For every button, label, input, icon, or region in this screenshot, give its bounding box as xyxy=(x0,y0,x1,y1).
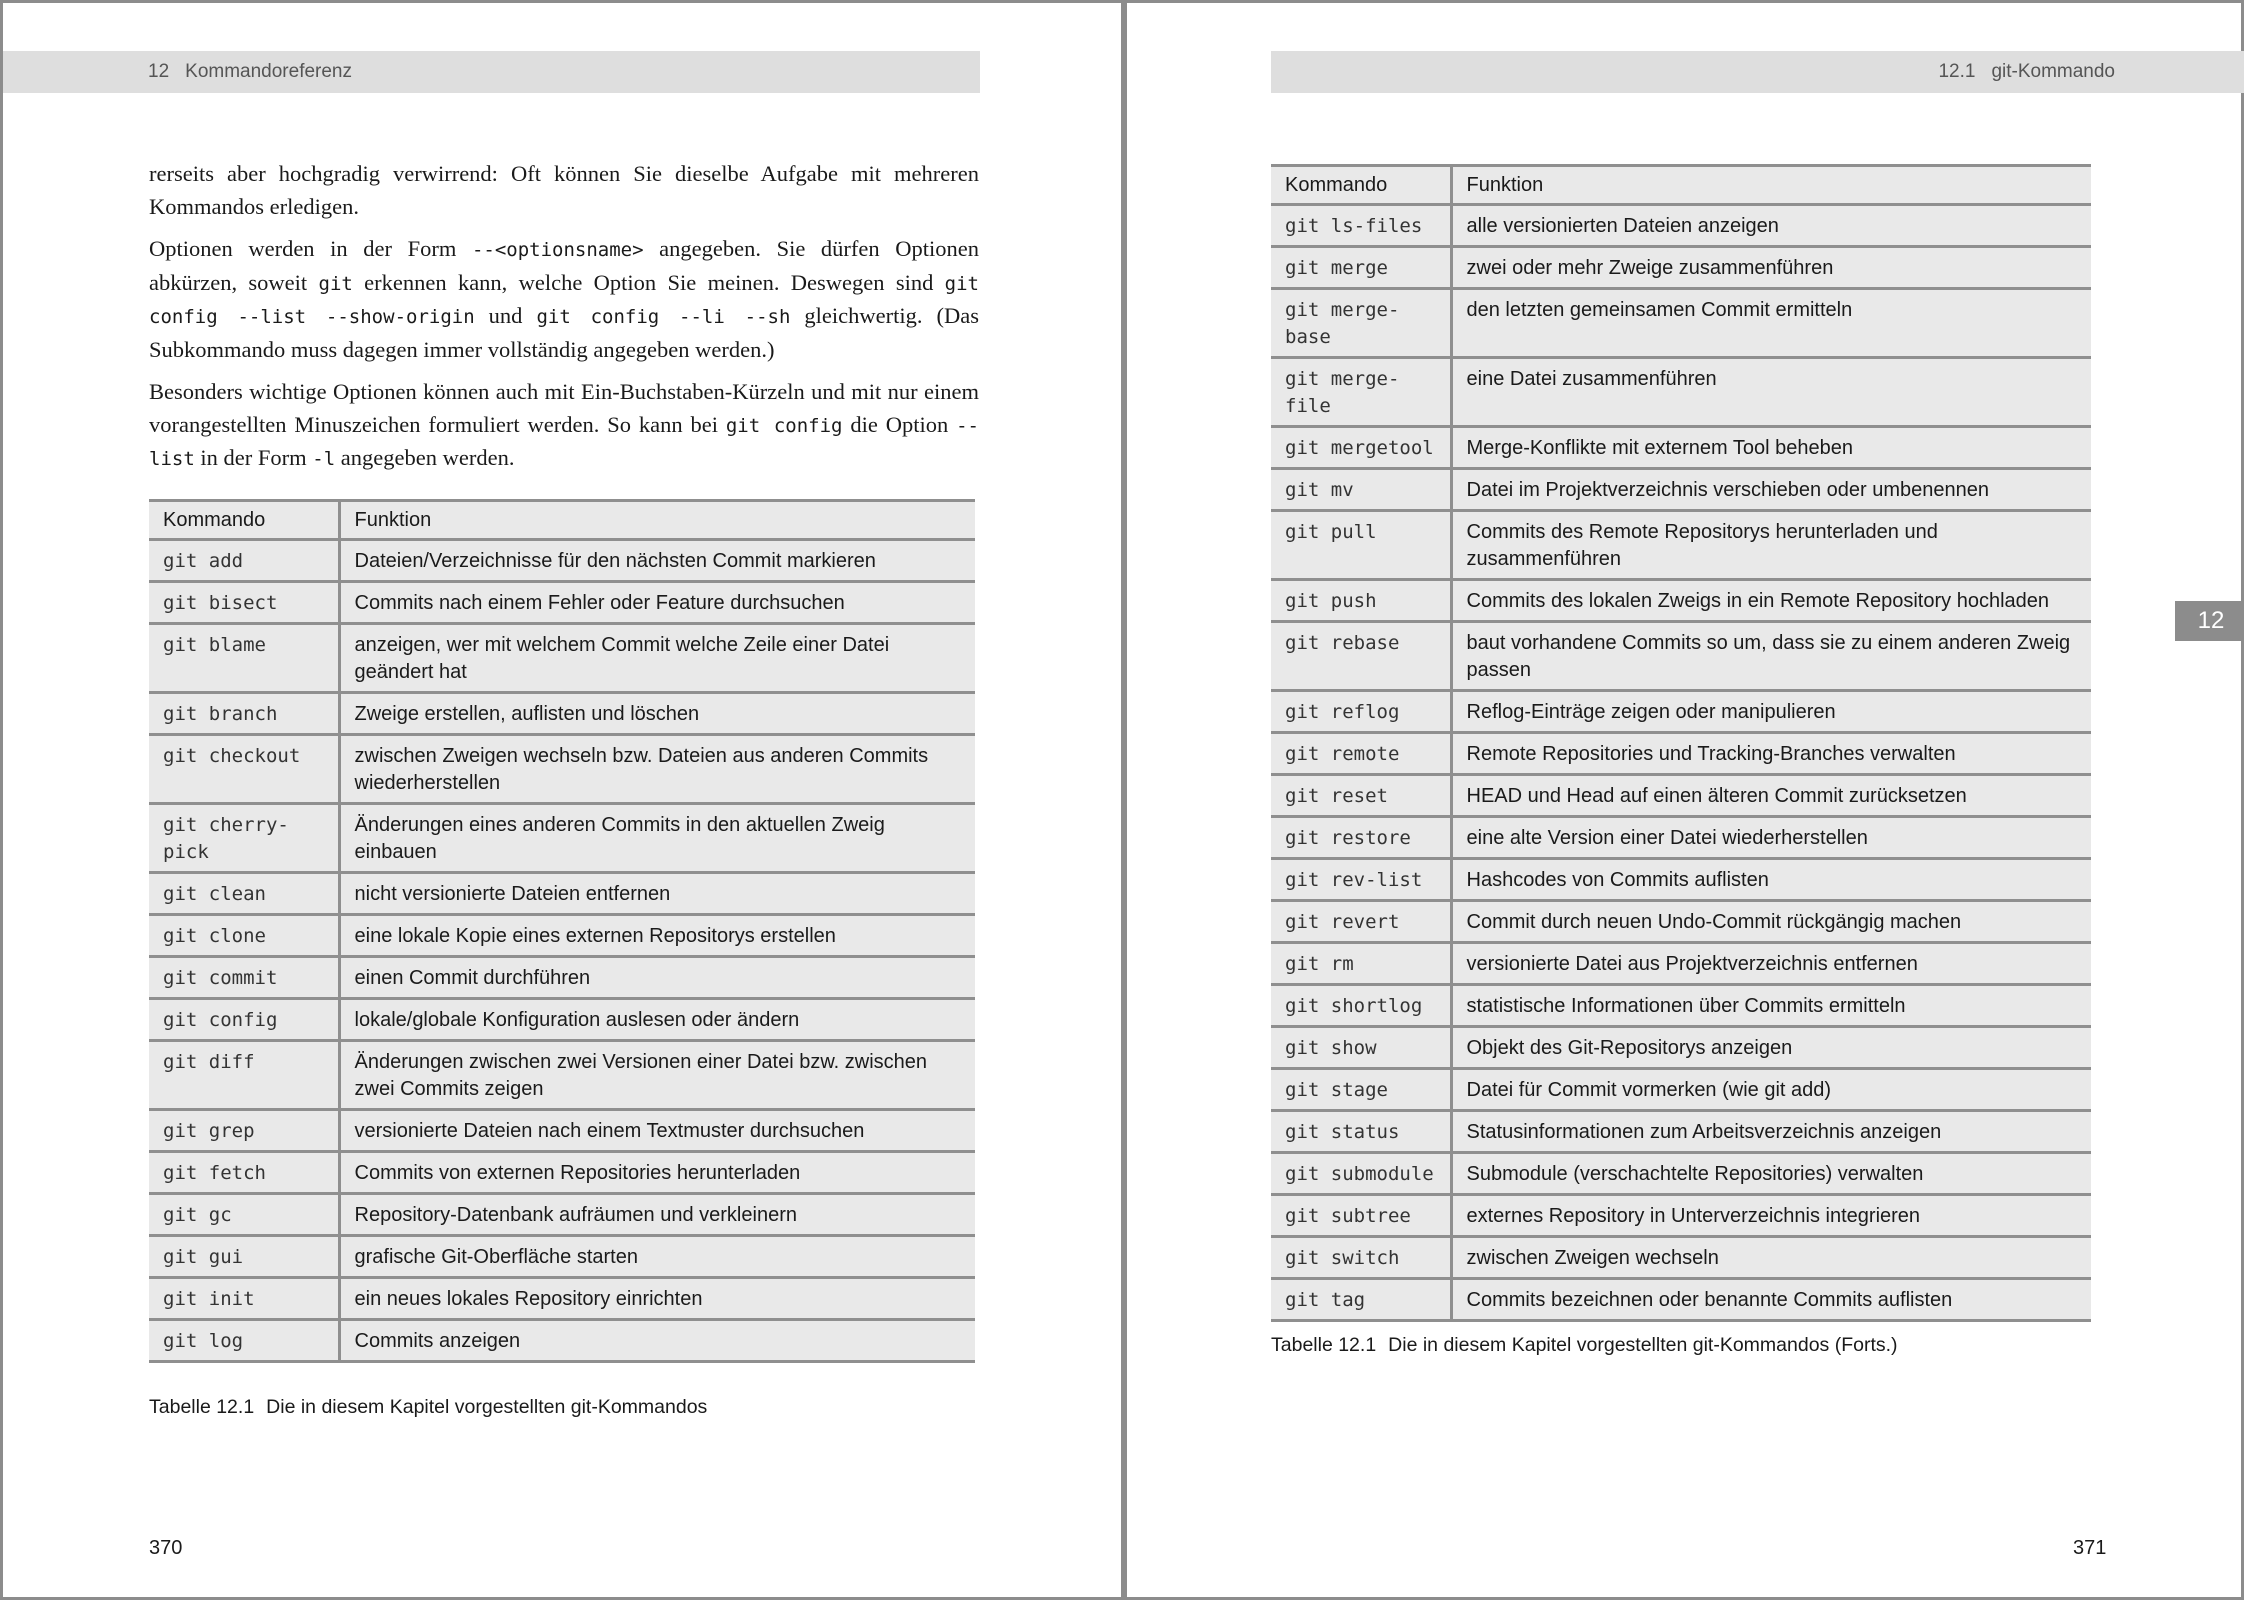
inline-code: git config --list --show-origin xyxy=(149,272,979,328)
command-cell: git grep xyxy=(149,1110,339,1152)
table-header-row xyxy=(1271,166,2091,205)
table-row xyxy=(149,624,975,693)
function-cell: zwei oder mehr Zweige zusammenführen xyxy=(1451,247,2091,289)
table-row xyxy=(149,1278,975,1320)
command-cell: git log xyxy=(149,1320,339,1362)
function-cell: statistische Informationen über Commits ermitteln xyxy=(1451,985,2091,1027)
table-row xyxy=(149,957,975,999)
chapter-thumb-tab: 12 xyxy=(2175,601,2244,641)
column-header-funktion: Funktion xyxy=(1451,166,2091,205)
text-run: in der Form xyxy=(194,445,313,470)
table-row xyxy=(149,540,975,582)
function-cell: Dateien/Verzeichnisse für den nächsten Commit markieren xyxy=(339,540,975,582)
function-cell: Merge-Konflikte mit externem Tool beheben xyxy=(1451,427,2091,469)
table-row xyxy=(149,1110,975,1152)
command-cell: git merge-base xyxy=(1271,289,1451,358)
text-run: gleichwertig. (Das Subkommando muss dagegen immer vollständig angegeben werden.) xyxy=(149,303,980,362)
table-row xyxy=(1271,817,2091,859)
function-cell: eine Datei zusammenführen xyxy=(1451,358,2091,427)
function-cell: versionierte Dateien nach einem Textmuster durchsuchen xyxy=(339,1110,975,1152)
function-cell: den letzten gemeinsamen Commit ermitteln xyxy=(1451,289,2091,358)
command-cell: git diff xyxy=(149,1041,339,1110)
command-cell: git rev-list xyxy=(1271,859,1451,901)
text-run: die Option xyxy=(842,411,957,437)
command-table-left xyxy=(149,499,975,1363)
table-row xyxy=(1271,289,2091,358)
table-row xyxy=(149,999,975,1041)
function-cell: eine lokale Kopie eines externen Repositorys erstellen xyxy=(339,915,975,957)
command-cell: git reflog xyxy=(1271,691,1451,733)
inline-code: --<optionsname> xyxy=(471,239,644,261)
command-cell: git pull xyxy=(1271,511,1451,580)
function-cell: Submodule (verschachtelte Repositories) verwalten xyxy=(1451,1153,2091,1195)
table-row xyxy=(1271,358,2091,427)
command-cell: git checkout xyxy=(149,735,339,804)
command-cell: git rebase xyxy=(1271,622,1451,691)
caption-label: Tabelle 12.1 xyxy=(1271,1334,1377,1356)
command-cell: git status xyxy=(1271,1111,1451,1153)
command-cell: git restore xyxy=(1271,817,1451,859)
function-cell: alle versionierten Dateien anzeigen xyxy=(1451,205,2091,247)
page-number-left: 370 xyxy=(149,1537,183,1559)
table-row xyxy=(1271,985,2091,1027)
function-cell: Commit durch neuen Undo-Commit rückgängig machen xyxy=(1451,901,2091,943)
inline-code: git xyxy=(318,272,353,295)
table-row xyxy=(149,1152,975,1194)
function-cell: Remote Repositories und Tracking-Branches verwalten xyxy=(1451,733,2091,775)
command-cell: git mv xyxy=(1271,469,1451,511)
function-cell: Commits bezeichnen oder benannte Commits auflisten xyxy=(1451,1279,2091,1321)
text-run: Besonders wichtige Optionen können auch mit Ein-Buchstaben-Kürzeln und mit nur einem vorangestellten Minuszeichen formuliert werden. So kann bei xyxy=(149,379,979,437)
table-row xyxy=(1271,733,2091,775)
table-row xyxy=(149,1320,975,1362)
function-cell: HEAD und Head auf einen älteren Commit zurücksetzen xyxy=(1451,775,2091,817)
text-run: rerseits aber hochgradig verwirrend: Oft können Sie dieselbe Aufgabe mit mehreren Kommandos erledigen. xyxy=(149,161,979,219)
command-cell: git switch xyxy=(1271,1237,1451,1279)
table-row xyxy=(1271,943,2091,985)
page-number-right: 371 xyxy=(2073,1537,2107,1559)
text-run: angegeben werden. xyxy=(335,445,515,470)
inline-code: git config xyxy=(725,414,843,437)
function-cell: Änderungen zwischen zwei Versionen einer Datei bzw. zwischen zwei Commits zeigen xyxy=(339,1041,975,1110)
table-row xyxy=(1271,901,2091,943)
function-cell: Repository-Datenbank aufräumen und verkleinern xyxy=(339,1194,975,1236)
function-cell: Objekt des Git-Repositorys anzeigen xyxy=(1451,1027,2091,1069)
table-row xyxy=(1271,1237,2091,1279)
command-cell: git add xyxy=(149,540,339,582)
table-row xyxy=(149,735,975,804)
table-row xyxy=(1271,205,2091,247)
command-cell: git fetch xyxy=(149,1152,339,1194)
command-cell: git branch xyxy=(149,693,339,735)
command-cell: git push xyxy=(1271,580,1451,622)
text-run: und xyxy=(474,303,537,328)
command-cell: git merge xyxy=(1271,247,1451,289)
table-row xyxy=(1271,1069,2091,1111)
function-cell: Commits des lokalen Zweigs in ein Remote Repository hochladen xyxy=(1451,580,2091,622)
table-caption-left xyxy=(149,1396,707,1419)
function-cell: Zweige erstellen, auflisten und löschen xyxy=(339,693,975,735)
command-cell: git stage xyxy=(1271,1069,1451,1111)
function-cell: nicht versionierte Dateien entfernen xyxy=(339,873,975,915)
command-cell: git mergetool xyxy=(1271,427,1451,469)
table-row xyxy=(1271,247,2091,289)
table-row xyxy=(1271,622,2091,691)
text-run: erkennen kann, welche Option Sie meinen. Deswegen sind xyxy=(352,269,945,295)
command-cell: git clone xyxy=(149,915,339,957)
table-row xyxy=(1271,1153,2091,1195)
inline-code: --list xyxy=(149,414,979,470)
column-header-kommando: Kommando xyxy=(149,501,339,540)
command-cell: git remote xyxy=(1271,733,1451,775)
function-cell: Statusinformationen zum Arbeitsverzeichnis anzeigen xyxy=(1451,1111,2091,1153)
function-cell: anzeigen, wer mit welchem Commit welche Zeile einer Datei geändert hat xyxy=(339,624,975,693)
caption-label: Tabelle 12.1 xyxy=(149,1396,255,1418)
table-row xyxy=(1271,775,2091,817)
function-cell: Hashcodes von Commits auflisten xyxy=(1451,859,2091,901)
table-row xyxy=(1271,1279,2091,1321)
table-row xyxy=(149,804,975,873)
column-header-funktion: Funktion xyxy=(339,501,975,540)
function-cell: Commits von externen Repositories herunterladen xyxy=(339,1152,975,1194)
body-text xyxy=(149,158,979,486)
function-cell: baut vorhandene Commits so um, dass sie zu einem anderen Zweig passen xyxy=(1451,622,2091,691)
table-row xyxy=(149,1236,975,1278)
caption-text: Die in diesem Kapitel vorgestellten git-Kommandos (Forts.) xyxy=(1388,1334,1898,1356)
function-cell: Änderungen eines anderen Commits in den aktuellen Zweig einbauen xyxy=(339,804,975,873)
caption-text: Die in diesem Kapitel vorgestellten git-Kommandos xyxy=(266,1396,708,1418)
function-cell: eine alte Version einer Datei wiederherstellen xyxy=(1451,817,2091,859)
function-cell: lokale/globale Konfiguration auslesen oder ändern xyxy=(339,999,975,1041)
command-cell: git init xyxy=(149,1278,339,1320)
command-cell: git ls-files xyxy=(1271,205,1451,247)
inline-code: git config --li --sh xyxy=(536,306,791,328)
table-row xyxy=(1271,1195,2091,1237)
table-row xyxy=(1271,1027,2091,1069)
table-row xyxy=(1271,691,2091,733)
table-row xyxy=(149,693,975,735)
table-row xyxy=(149,915,975,957)
table-row xyxy=(1271,859,2091,901)
function-cell: Commits des Remote Repositorys herunterladen und zusammenführen xyxy=(1451,511,2091,580)
function-cell: externes Repository in Unterverzeichnis integrieren xyxy=(1451,1195,2091,1237)
command-cell: git show xyxy=(1271,1027,1451,1069)
function-cell: versionierte Datei aus Projektverzeichnis entfernen xyxy=(1451,943,2091,985)
text-run: Optionen werden in der Form xyxy=(149,236,472,261)
function-cell: Commits nach einem Fehler oder Feature durchsuchen xyxy=(339,582,975,624)
paragraph xyxy=(149,158,979,223)
text-run: angegeben. Sie dürfen Optionen abkürzen, soweit xyxy=(149,236,979,295)
table-row xyxy=(1271,511,2091,580)
command-cell: git shortlog xyxy=(1271,985,1451,1027)
left-page xyxy=(3,3,1121,1600)
command-table-right xyxy=(1271,164,2091,1322)
function-cell: zwischen Zweigen wechseln bzw. Dateien aus anderen Commits wiederherstellen xyxy=(339,735,975,804)
chapter-title: Kommandoreferenz xyxy=(185,61,353,82)
command-cell: git commit xyxy=(149,957,339,999)
command-cell: git config xyxy=(149,999,339,1041)
table-row xyxy=(149,582,975,624)
command-cell: git gc xyxy=(149,1194,339,1236)
command-cell: git cherry-pick xyxy=(149,804,339,873)
paragraph xyxy=(149,376,979,476)
function-cell: Datei für Commit vormerken (wie git add) xyxy=(1451,1069,2091,1111)
command-cell: git rm xyxy=(1271,943,1451,985)
paragraph xyxy=(149,233,979,366)
command-cell: git subtree xyxy=(1271,1195,1451,1237)
command-cell: git submodule xyxy=(1271,1153,1451,1195)
command-cell: git merge-file xyxy=(1271,358,1451,427)
column-header-kommando: Kommando xyxy=(1271,166,1451,205)
command-cell: git tag xyxy=(1271,1279,1451,1321)
table-row xyxy=(149,1041,975,1110)
function-cell: einen Commit durchführen xyxy=(339,957,975,999)
command-cell: git blame xyxy=(149,624,339,693)
function-cell: zwischen Zweigen wechseln xyxy=(1451,1237,2091,1279)
command-cell: git clean xyxy=(149,873,339,915)
table-header-row xyxy=(149,501,975,540)
table-caption-right xyxy=(1271,1334,1898,1357)
table-row xyxy=(1271,469,2091,511)
section-number: 12.1 xyxy=(1938,61,1976,82)
command-cell: git gui xyxy=(149,1236,339,1278)
running-header-right xyxy=(1271,51,2244,93)
table-row xyxy=(1271,580,2091,622)
table-row xyxy=(1271,427,2091,469)
command-cell: git bisect xyxy=(149,582,339,624)
inline-code: -l xyxy=(312,448,336,470)
command-cell: git reset xyxy=(1271,775,1451,817)
running-header-left xyxy=(3,51,980,93)
function-cell: Reflog-Einträge zeigen oder manipulieren xyxy=(1451,691,2091,733)
section-title: git-Kommando xyxy=(1991,61,2115,82)
function-cell: Commits anzeigen xyxy=(339,1320,975,1362)
table-row xyxy=(149,1194,975,1236)
function-cell: grafische Git-Oberfläche starten xyxy=(339,1236,975,1278)
table-row xyxy=(149,873,975,915)
function-cell: ein neues lokales Repository einrichten xyxy=(339,1278,975,1320)
function-cell: Datei im Projektverzeichnis verschieben oder umbenennen xyxy=(1451,469,2091,511)
table-row xyxy=(1271,1111,2091,1153)
chapter-number: 12 xyxy=(148,61,170,82)
command-cell: git revert xyxy=(1271,901,1451,943)
